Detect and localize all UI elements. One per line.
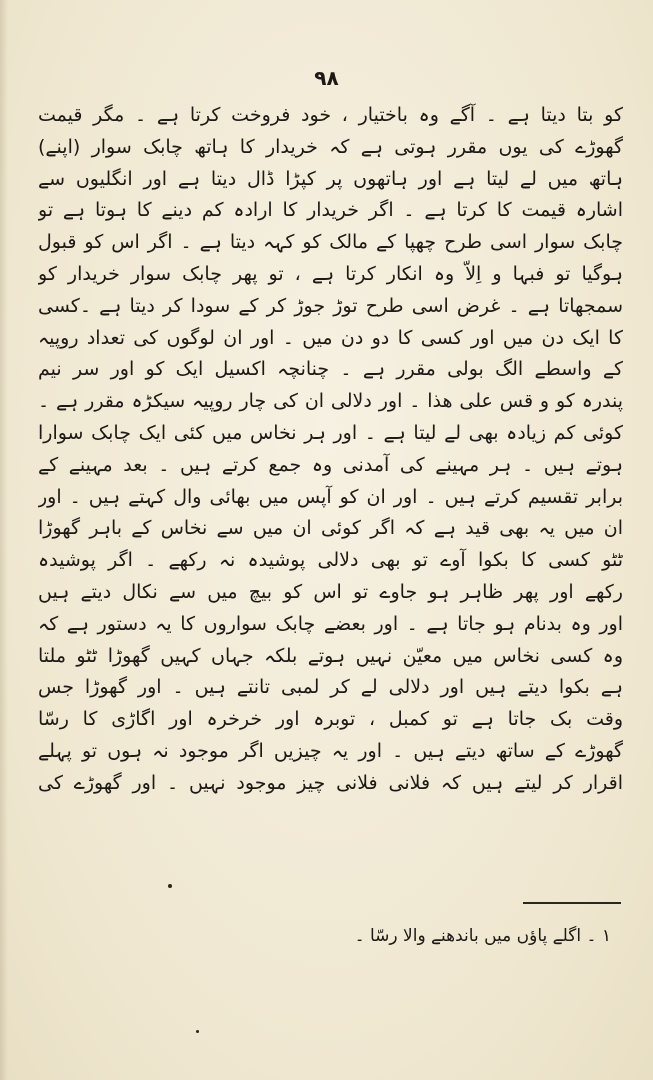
text-line: کوئی کم زیادہ بھی لے لیتا ہے ۔ اور ہر نخاس میں کئی ایک چابک سوارا	[38, 421, 623, 444]
text-line: چابک سوار اسی طرح چھپا کے مالک کو کہہ دیتا ہے ۔ اگر اس کو قبول	[38, 231, 623, 254]
text-line: وقت بک جاتا ہے تو کمبل ، توبرہ اور خرخرہ اور اگاڑی کا رسّا	[38, 708, 623, 731]
text-line: وہ کسی نخاس میں معیّن نہیں ہوتے بلکہ جہاں کہیں گھوڑا ٹٹو ملتا	[38, 644, 623, 667]
text-line: ہاتھ میں لے لیتا ہے اور ہاتھوں پر کپڑا ڈال دیتا ہے اور انگلیوں سے	[38, 167, 623, 190]
text-line: ان میں یہ بھی قید ہے کہ اگر کوئی ان میں سے نخاس کے باہر گھوڑا	[38, 517, 623, 540]
text-line: برابر تقسیم کرتے ہیں ۔ اور ان کو آپس میں بھائی وال کہتے ہیں ۔ اور	[38, 485, 623, 508]
text-line: ٹٹو کسی کا بکوا آوے تو بھی دلالی پوشیدہ نہ رکھے ۔ اگر پوشیدہ	[38, 549, 623, 572]
ink-speck	[168, 884, 172, 888]
text-line: گھوڑے کے ساتھ دیتے ہیں ۔ اور یہ چیزیں اگر موجود نہ ہوں تو پہلے	[38, 739, 623, 762]
text-line: پندرہ کو و قس علی ھذا ۔ اور دلالی ان کی چار روپیہ سیکڑہ مقرر ہے ۔	[38, 390, 623, 413]
text-line: ہوگیا تو فبہا و اِلاّ وہ انکار کرتا ہے ، تو پھر چابک سوار خریدار کو	[38, 262, 623, 285]
text-line: کے واسطے الگ بولی مقرر ہے ۔ چنانچہ اکسیل ایک کو اور سر نیم	[38, 358, 623, 381]
text-line: اور وہ بدنام ہو جاتا ہے ۔ اور بعضے چابک سواروں کا یہ دستور ہے کہ	[38, 612, 623, 635]
text-line: گھوڑے کی یوں مقرر ہوتی ہے کہ خریدار کا ہاتھ چابک سوار (اپنے)	[38, 135, 623, 158]
text-line: ہوتے ہیں ۔ ہر مہینے کی آمدنی وہ جمع کرتے ہیں ۔ بعد مہینے کے	[38, 453, 623, 476]
page-number: ۹۸	[314, 66, 339, 90]
text-line: اقرار کر لیتے ہیں کہ فلانی فلانی چیز موجود نہیں ۔ اور گھوڑے کی	[38, 771, 623, 794]
footnote: ۱ ۔ اگلے پاؤں میں باندھنے والا رسّا ۔	[354, 926, 611, 946]
footnote-separator	[523, 902, 621, 904]
text-line: کو بتا دیتا ہے ۔ آگے وہ باختیار ، خود فروخت کرتا ہے ۔ مگر قیمت	[38, 104, 623, 126]
text-line: کا ایک دن میں اور کسی کا دو دن میں ۔ اور ان لوگوں کی تعداد روپیہ	[38, 326, 623, 349]
ink-speck	[196, 1030, 199, 1033]
page-edge-shadow	[0, 0, 8, 1080]
text-line: رکھے اور پھر ظاہر ہو جاوے تو اس کو بیچ میں سے نکال دیتے ہیں	[38, 580, 623, 603]
text-line: اشارہ قیمت کا کرتا ہے ۔ اگر خریدار کا ارادہ کم دینے کا ہوتا ہے تو	[38, 199, 623, 222]
body-text	[38, 100, 623, 800]
text-line: سمجھاتا ہے ۔ غرض اسی طرح توڑ جوڑ کر کے سودا کر دیتا ہے ۔کسی	[38, 294, 623, 317]
text-line: ہے بکوا دیتے ہیں اور دلالی لے کر لمبی تانتے ہیں ۔ اور گھوڑا جس	[38, 676, 623, 699]
